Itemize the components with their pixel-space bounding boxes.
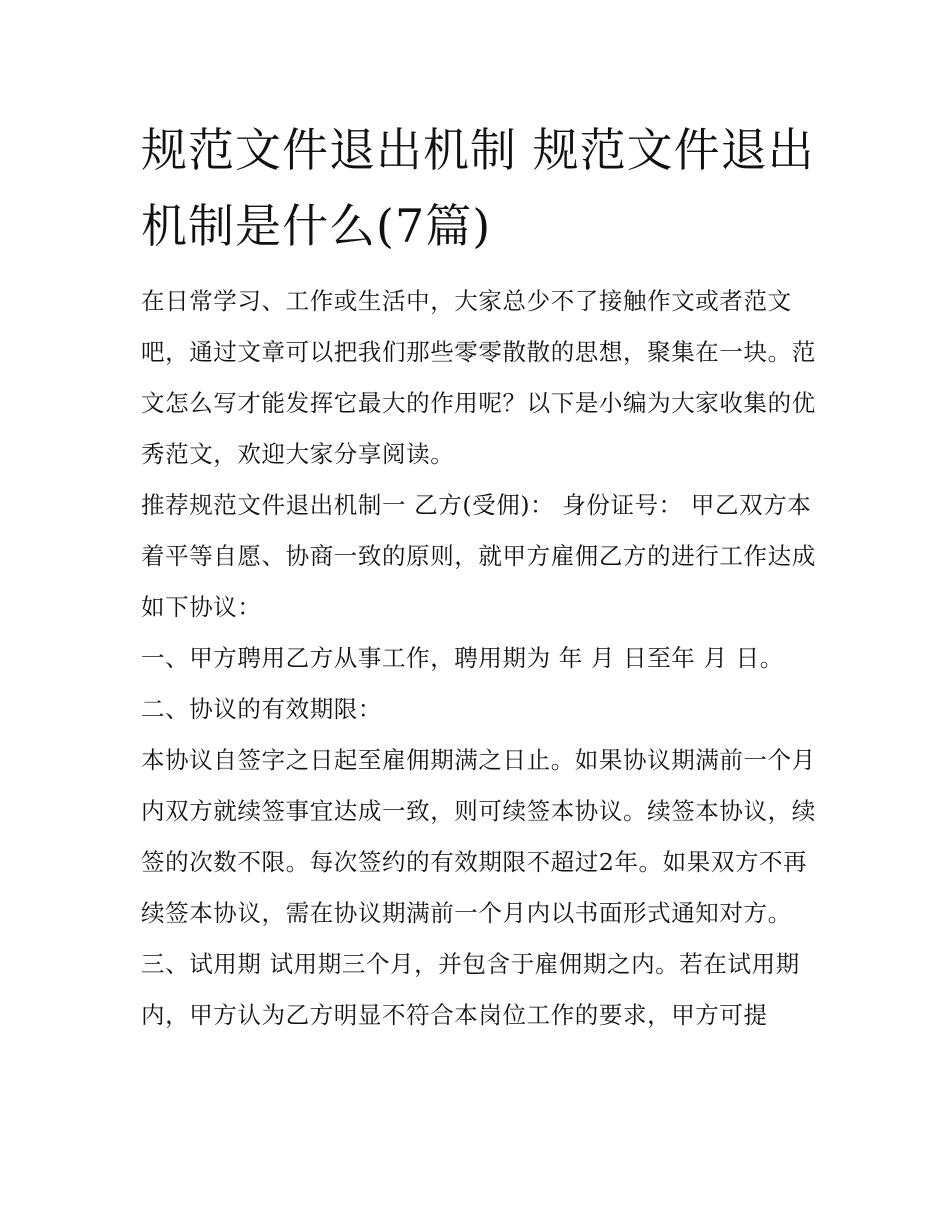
clause-2-paragraph: 本协议自签字之日起至雇佣期满之日止。如果协议期满前一个月内双方就续签事宜达成一致，则可续签本协议。续签本协议，续签的次数不限。每次签约的有效期限不超过2年。如果双方不再续签本协议，需在协议期满前一个月内以书面形式通知对方。 xyxy=(141,746,816,927)
agreement-preamble-paragraph: 推荐规范文件退出机制一 乙方(受佣)： 身份证号： 甲乙双方本着平等自愿、协商一致的原则，就甲方雇佣乙方的进行工作达成如下协议： xyxy=(141,491,816,621)
clause-1-paragraph: 一、甲方聘用乙方从事工作，聘用期为 年 月 日至年 月 日。 xyxy=(141,644,784,672)
clause-3-paragraph: 三、试用期 试用期三个月，并包含于雇佣期之内。若在试用期内，甲方认为乙方明显不符合本岗位工作的要求，甲方可提 xyxy=(141,950,800,1029)
clause-2-heading: 二、协议的有效期限： xyxy=(141,695,382,723)
document-title: 规范文件退出机制 规范文件退出机制是什么(7篇) xyxy=(141,123,815,253)
document-body xyxy=(141,276,821,1041)
intro-paragraph: 在日常学习、工作或生活中，大家总少不了接触作文或者范文吧，通过文章可以把我们那些零零散散的思想，聚集在一块。范文怎么写才能发挥它最大的作用呢？以下是小编为大家收集的优秀范文，欢迎大家分享阅读。 xyxy=(141,287,816,468)
